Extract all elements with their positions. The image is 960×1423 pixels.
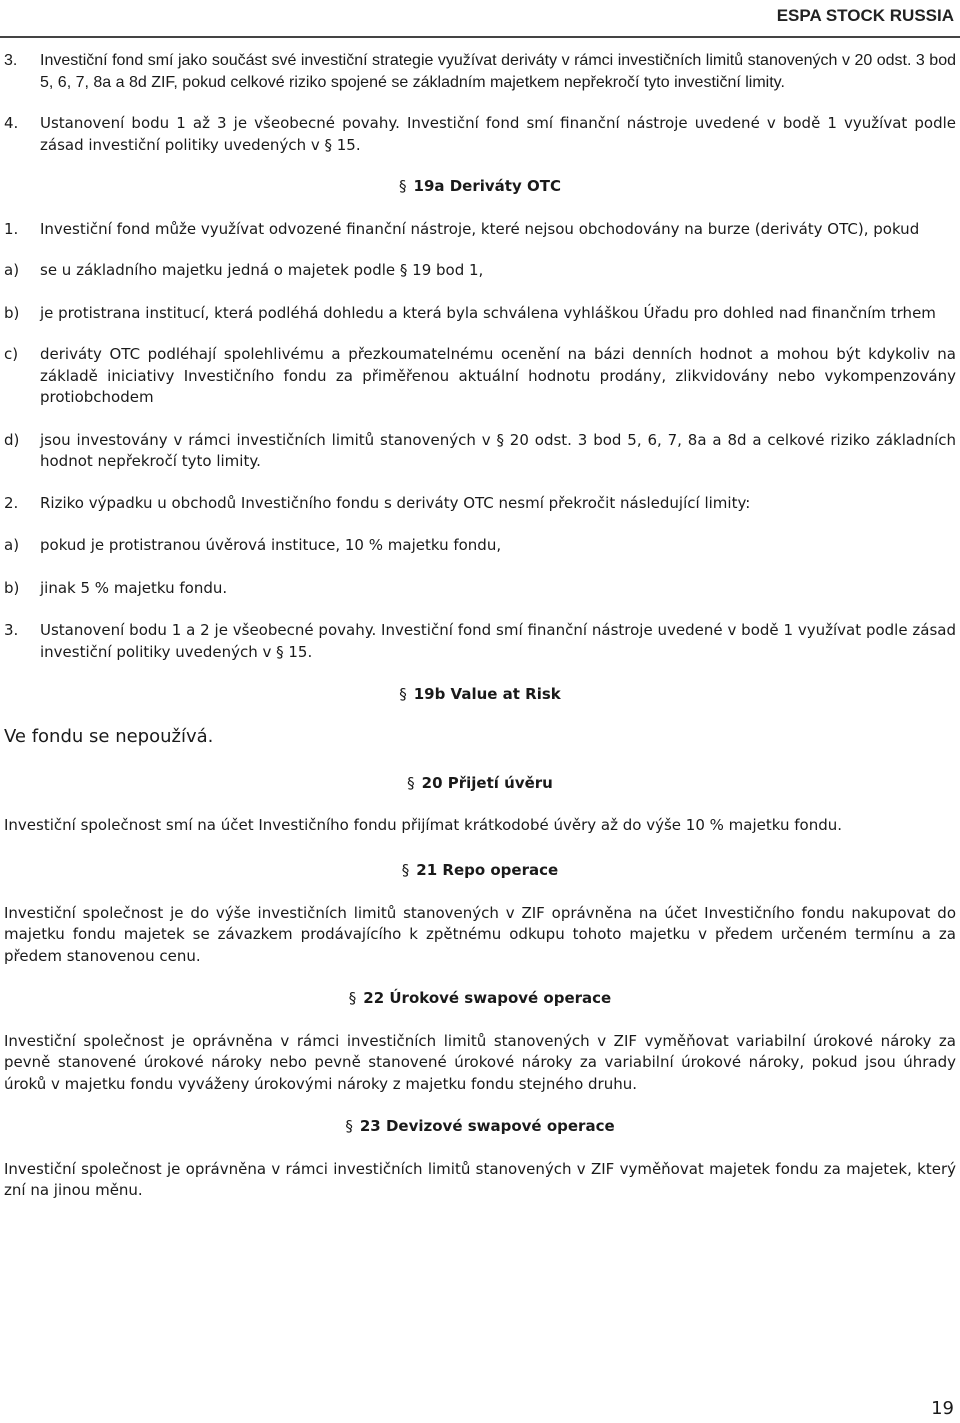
item-letter: c) — [4, 345, 19, 363]
section-text: Investiční společnost smí na účet Investičního fondu přijímat krátkodobé úvěry až do výše 10 % majetku fondu. — [4, 815, 843, 834]
item-text: Riziko výpadku u obchodů Investičního fondu s deriváty OTC nesmí překročit následující limity: — [40, 493, 751, 512]
heading-text: 19a Deriváty OTC — [413, 177, 561, 195]
section-sign: § — [399, 685, 407, 703]
section-text: Investiční společnost je oprávněna v rámci investičních limitů stanovených v ZIF vyměňovat variabilní úrokové nároky za pevně stanovené úrokové nároky nebo pevně stanovené úrokové nároky za variabilní úrokové nároky, pokud jsou úhrady úroků v majetku fondu vyváženy úrokovými nároky z majetku fondu stejného druhu. — [4, 1031, 956, 1093]
item-number: 4. — [4, 114, 19, 132]
item-text: jsou investovány v rámci investičních limitů stanovených v § 20 odst. 3 bod 5, 6, 7, 8a a 8d a celkové riziko základních hodnot nepřekročí tyto limity. — [40, 430, 956, 470]
list-item — [4, 50, 956, 93]
item-letter: d) — [4, 430, 20, 449]
heading-text: 19b Value at Risk — [413, 685, 561, 703]
heading-text: 23 Devizové swapové operace — [359, 1117, 615, 1135]
section-sign: § — [345, 1117, 353, 1135]
section-heading-19b — [4, 684, 956, 706]
list-item — [4, 219, 956, 241]
item-text: deriváty OTC podléhají spolehlivému a přezkoumatelnému ocenění na bázi denních hodnot a mohou být kdykoliv na základě iniciativy Investičního fondu za přiměřenou aktuální hodnotu prodány, zlikvidovány nebo vykompenzovány protiobchodem — [40, 345, 956, 406]
item-text: Investiční fond může využívat odvozené finanční nástroje, které nejsou obchodovány na burze (deriváty OTC), pokud — [40, 219, 920, 238]
item-number: 3. — [4, 52, 18, 69]
item-letter: a) — [4, 261, 20, 279]
section-note: Ve fondu se nepoužívá. — [4, 726, 214, 747]
section-sign: § — [401, 861, 410, 879]
heading-text: 20 Přijetí úvěru — [421, 774, 553, 792]
list-item — [4, 303, 956, 325]
item-number: 2. — [4, 493, 19, 512]
item-text: je protistrana institucí, která podléhá dohledu a která byla schválena vyhláškou Úřadu pro dohled nad finančním trhem — [40, 303, 936, 322]
section-heading-20 — [4, 773, 956, 795]
section-sign: § — [399, 177, 407, 195]
header-rule — [0, 36, 960, 38]
item-number: 1. — [4, 219, 19, 238]
section-heading-23 — [4, 1116, 956, 1138]
list-item — [4, 493, 956, 515]
document-body — [4, 50, 956, 1202]
section-text: Investiční společnost je do výše investičních limitů stanovených v ZIF oprávněna na účet Investičního fondu nakupovat do majetku fondu majetek se závazkem prodávajícího k zpětnému odkupu tohoto majetku v předem určeném termínu a za předem stanovenou cenu. — [4, 903, 956, 965]
item-letter: a) — [4, 536, 20, 554]
heading-text: 21 Repo operace — [416, 861, 559, 879]
section-heading-19a — [4, 176, 956, 198]
list-item — [4, 430, 956, 473]
item-text: Ustanovení bodu 1 a 2 je všeobecné povahy. Investiční fond smí finanční nástroje uvedené v bodě 1 využívat podle zásad investiční politiky uvedených v § 15. — [40, 621, 956, 661]
heading-text: 22 Úrokové swapové operace — [363, 989, 612, 1007]
list-item — [4, 535, 956, 557]
section-heading-22 — [4, 988, 956, 1010]
section-19b — [4, 684, 956, 760]
list-item — [4, 344, 956, 409]
section-text: Investiční společnost je oprávněna v rámci investičních limitů stanovených v ZIF vyměňovat majetek fondu za majetek, který zní na jinou měnu. — [4, 1159, 956, 1199]
item-text: jinak 5 % majetku fondu. — [40, 578, 228, 597]
item-text: pokud je protistranou úvěrová instituce, 10 % majetku fondu, — [40, 536, 502, 554]
page-number: 19 — [931, 1398, 954, 1419]
list-item — [4, 260, 956, 282]
item-number: 3. — [4, 621, 19, 639]
section-heading-21 — [4, 860, 956, 882]
list-item — [4, 578, 956, 600]
item-text: se u základního majetku jedná o majetek podle § 19 bod 1, — [40, 261, 484, 279]
document-header-title: ESPA STOCK RUSSIA — [776, 6, 954, 25]
item-letter: b) — [4, 578, 20, 597]
item-letter: b) — [4, 303, 20, 322]
section-sign: § — [348, 989, 357, 1007]
section-sign: § — [407, 774, 415, 792]
list-item — [4, 620, 956, 663]
item-text: Investiční fond smí jako součást své investiční strategie využívat deriváty v rámci investičních limitů stanovených v 20 odst. 3 bod 5, 6, 7, 8a a 8d ZIF, pokud celkové riziko spojené se základním majetkem nepřekročí tyto investiční limity. — [40, 52, 956, 91]
list-item — [4, 113, 956, 156]
item-text: Ustanovení bodu 1 až 3 je všeobecné povahy. Investiční fond smí finanční nástroje uvedené v bodě 1 využívat podle zásad investiční politiky uvedených v § 15. — [40, 114, 956, 154]
